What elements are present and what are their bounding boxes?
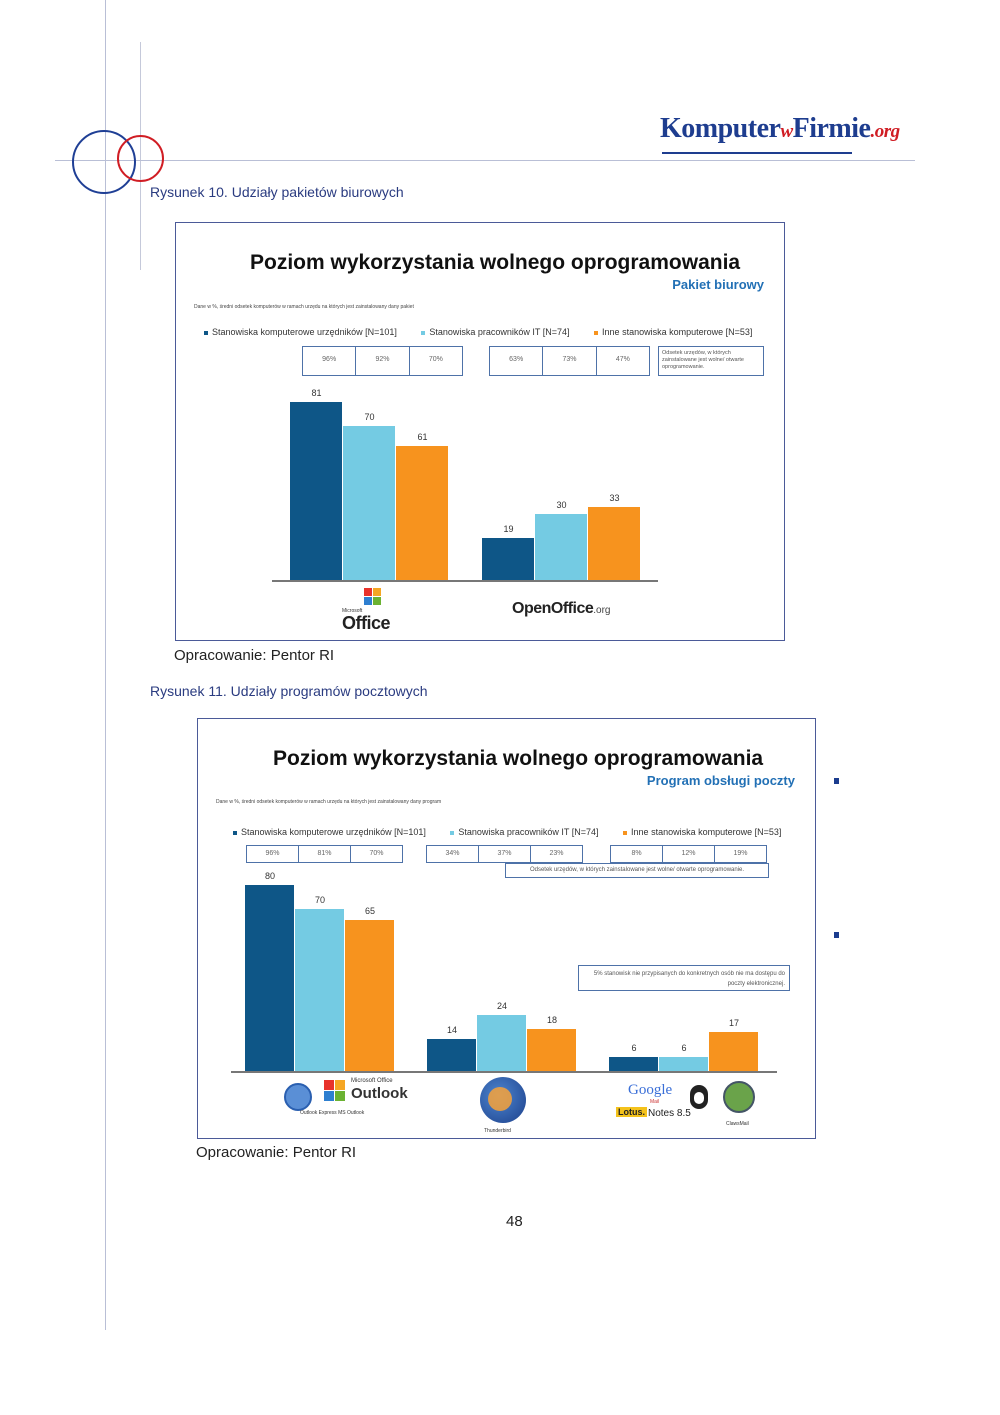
site-logo: KomputerwFirmie.org [660, 113, 900, 144]
outlook-logo: Microsoft Office Outlook Outlook Express MS Outlook [284, 1077, 414, 1119]
bar [659, 1057, 708, 1071]
claws-mail-icon [723, 1081, 755, 1113]
bar [482, 538, 534, 580]
data-label: 17 [728, 1017, 739, 1028]
x-axis-line [231, 1071, 777, 1073]
lotus-notes-logo: Lotus. [618, 1107, 645, 1117]
data-label: 6 [631, 1043, 637, 1054]
data-label: 81 [311, 387, 322, 398]
chart-title: Poziom wykorzystania wolnego oprogramowania [273, 747, 764, 770]
bar [588, 507, 640, 580]
bar [396, 446, 448, 580]
other-mail-logos: Google Mail Lotus. Notes 8.5 ClawsMail [610, 1079, 760, 1131]
percent-cell: 19% [714, 846, 766, 862]
figure-source: Opracowanie: Pentor RI [174, 647, 335, 664]
bar [527, 1029, 576, 1071]
bullet-marker [834, 932, 839, 938]
data-label: 61 [417, 431, 428, 442]
data-label: 80 [264, 871, 275, 882]
red-circle-ornament [117, 135, 164, 182]
chart-title: Poziom wykorzystania wolnego oprogramowania [250, 251, 741, 274]
chart-note: Dane w %, średni odsetek komputerów w ramach urzędu na których jest zainstalowany dany program [216, 799, 442, 805]
bar [295, 909, 344, 1071]
openoffice-logo: OpenOffice.org [512, 600, 611, 617]
data-label: 70 [364, 412, 375, 422]
bar [477, 1015, 526, 1071]
bar [427, 1039, 476, 1071]
bar [343, 426, 395, 580]
header-rule [55, 160, 915, 161]
google-mail-logo: Google [628, 1082, 673, 1098]
figure-caption: Rysunek 11. Udziały programów pocztowych [150, 683, 428, 699]
percent-box-note: Odsetek urzędów, w których zainstalowane jest wolne/ otwarte oprogramowanie. [658, 346, 764, 376]
figure-source: Opracowanie: Pentor RI [196, 1144, 357, 1161]
legend-item: Stanowiska komputerowe urzędników [N=101] [204, 327, 397, 337]
percent-cell: 81% [298, 846, 350, 862]
callout-note: 5% stanowisk nie przypisanych do konkretnych osób nie ma dostępu do poczty elektronicznej. [578, 965, 790, 991]
percent-cell: 23% [530, 846, 582, 862]
bullet-marker [834, 778, 839, 784]
percent-cell: 96% [322, 356, 337, 363]
data-label: 19 [503, 524, 514, 535]
bar [245, 885, 294, 1071]
bar [535, 514, 587, 580]
legend-item: Inne stanowiska komputerowe [N=53] [623, 827, 781, 837]
percent-cell: 34% [445, 850, 460, 857]
ms-outlook-icon [324, 1080, 346, 1102]
data-label: 6 [681, 1043, 687, 1054]
chart-frame [175, 222, 785, 641]
data-label: 65 [364, 906, 375, 917]
data-label: 70 [314, 894, 325, 905]
chart-frame [197, 718, 816, 1139]
ms-office-logo: Microsoft Office [342, 588, 412, 638]
percent-cell: 37% [478, 846, 530, 862]
plot-area [176, 223, 784, 640]
percent-cell: 70% [409, 347, 462, 375]
percent-cell: 12% [662, 846, 714, 862]
percent-cell: 70% [350, 846, 402, 862]
bar [609, 1057, 658, 1071]
percent-cell: 73% [542, 347, 595, 375]
percent-box-note: Odsetek urzędów, w których zainstalowane jest wolne/ otwarte oprogramowanie. [505, 863, 769, 878]
ms-office-icon [364, 588, 382, 606]
percent-cell: 8% [631, 850, 642, 857]
bar [709, 1032, 758, 1071]
page-margin-line [105, 0, 106, 1330]
legend-item: Stanowiska pracowników IT [N=74] [450, 827, 598, 837]
legend-item: Stanowiska komputerowe urzędników [N=101] [233, 827, 426, 837]
data-label: 33 [609, 493, 620, 504]
chart-note: Dane w %, średni odsetek komputerów w ramach urzędu na których jest zainstalowany dany pakiet [194, 304, 414, 310]
data-label: 24 [496, 1001, 507, 1012]
percent-cell: 96% [265, 850, 280, 857]
data-label: 30 [556, 500, 567, 510]
bar [345, 920, 394, 1071]
logo-underline [662, 152, 852, 154]
percent-cell: 47% [596, 347, 649, 375]
figure-caption: Rysunek 10. Udziały pakietów biurowych [150, 184, 404, 200]
legend-item: Inne stanowiska komputerowe [N=53] [594, 327, 752, 337]
chart-subtitle: Pakiet biurowy [672, 277, 764, 292]
legend-item: Stanowiska pracowników IT [N=74] [421, 327, 569, 337]
data-label: 14 [446, 1024, 457, 1035]
bar [290, 402, 342, 580]
percent-cell: 63% [509, 356, 524, 363]
chart-subtitle: Program obsługi poczty [646, 773, 795, 788]
page-number: 48 [506, 1213, 523, 1230]
outlook-express-icon [284, 1083, 312, 1111]
percent-cell: 92% [355, 347, 408, 375]
data-label: 18 [546, 1015, 557, 1026]
thunderbird-logo: Thunderbird [476, 1075, 532, 1137]
x-axis-line [272, 580, 658, 582]
